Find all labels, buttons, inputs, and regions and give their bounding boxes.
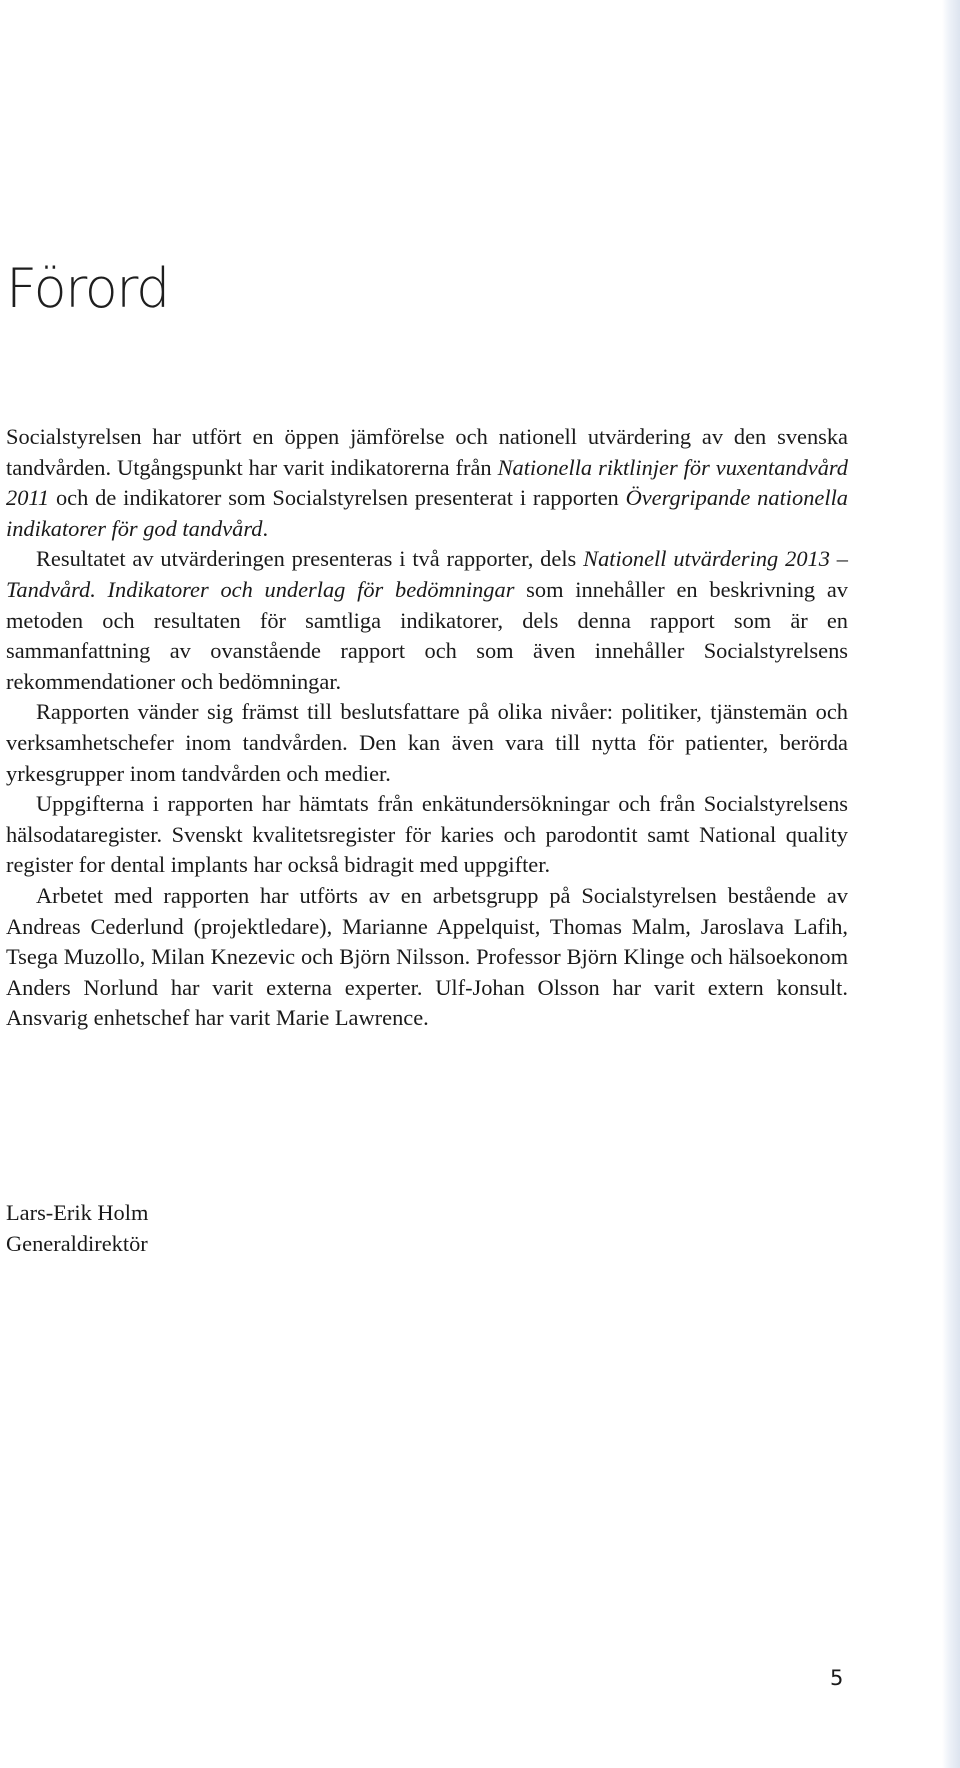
signature-role: Generaldirektör bbox=[6, 1231, 148, 1256]
text-run: Rapporten vänder sig främst till beslutsfattare på olika nivåer: politiker, tjänstemän och verksamhetschefer inom tandvården. Den kan även vara till nytta för patienter, berörda yrkesgrupper inom tandvården och medier. bbox=[6, 699, 848, 786]
text-run: Socialstyrelsen har utfört en öppen jämförelse och nationell utvärdering av den svenska tandvården. Utgångspunkt har varit indikatorerna från bbox=[6, 424, 848, 480]
text-run: som innehåller en beskrivning av metoden och resultaten för samtliga indikatorer, dels denna rapport som är en sammanfattning av ovanstående rapport och som även innehåller Socialstyrelsens rekommendationer och bedömningar. bbox=[6, 576, 848, 694]
page-title: Förord bbox=[6, 257, 169, 320]
italic-reference: Nationell utvärdering 2013 – Tandvård. Indikatorer och underlag för bedömningar bbox=[6, 546, 848, 602]
text-run: och de indikatorer som Socialstyrelsen presenterat i rapporten bbox=[49, 485, 626, 511]
signature-block bbox=[6, 1197, 148, 1259]
foreword-body bbox=[6, 422, 848, 1034]
text-run: Arbetet med rapporten har utförts av en arbetsgrupp på Socialstyrelsen bestående av Andreas Cederlund (projektledare), Marianne Appelquist, Thomas Malm, Jaroslava Lafih, Tsega Muzollo, Milan Knezevic och Björn Nilsson. Professor Björn Klinge och hälsoekonom Anders Norlund har varit externa experter. Ulf-Johan Olsson har varit extern konsult. Ansvarig enhetschef har varit Marie Lawrence. bbox=[6, 882, 848, 1031]
italic-reference: Nationella riktlinjer för vuxentandvård 2011 bbox=[6, 454, 848, 511]
text-run: Uppgifterna i rapporten har hämtats från enkätundersökningar och från Socialstyrelsens hälsodataregister. Svenskt kvalitetsregister för karies och parodontit samt National quality register for dental implants har också bidragit med uppgifter. bbox=[6, 791, 848, 878]
paragraph bbox=[6, 544, 848, 697]
italic-reference: Övergripande nationella indikatorer för god tandvård bbox=[6, 485, 848, 541]
page-edge-shadow bbox=[942, 0, 960, 1768]
signature-name: Lars-Erik Holm bbox=[6, 1200, 149, 1225]
text-run: . bbox=[262, 515, 269, 541]
paragraph bbox=[6, 789, 848, 881]
text-run: Resultatet av utvärderingen presenteras i två rapporter, dels bbox=[36, 546, 584, 572]
page-number: 5 bbox=[830, 1666, 844, 1690]
paragraph bbox=[6, 881, 848, 1034]
paragraph bbox=[6, 422, 848, 544]
paragraph bbox=[6, 697, 848, 789]
